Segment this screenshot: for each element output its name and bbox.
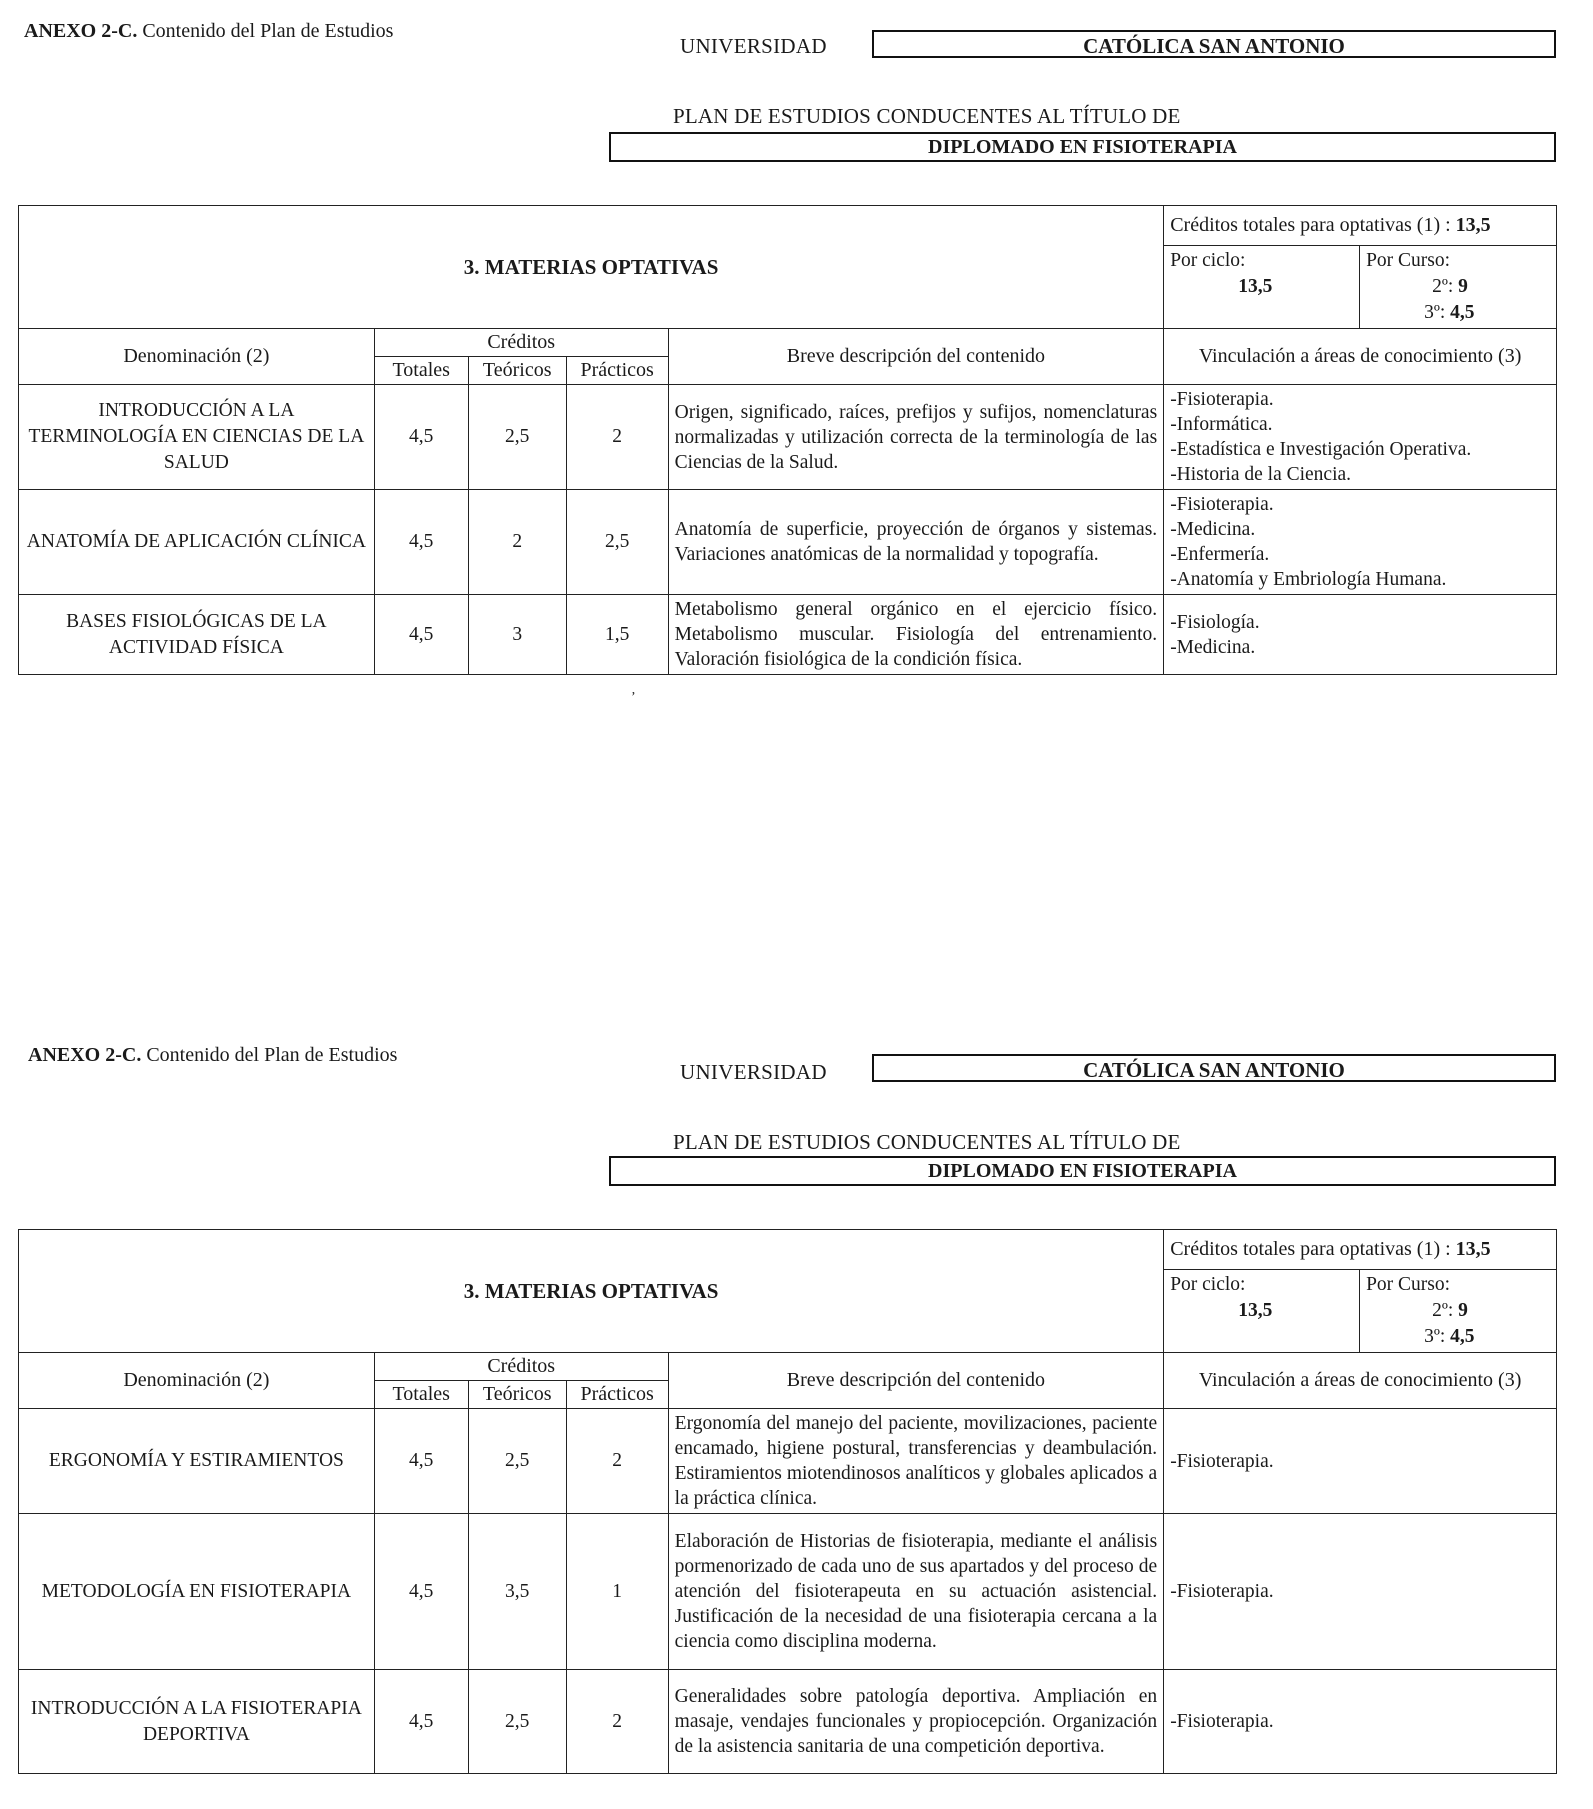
table-row <box>19 595 1557 675</box>
credits-practicos: 1 <box>566 1514 668 1670</box>
knowledge-areas: -Fisioterapia. -Medicina. -Enfermería. -Anatomía y Embriología Humana. <box>1164 490 1557 595</box>
por-ciclo-cell: Por ciclo: 13,5 <box>1164 1270 1360 1353</box>
knowledge-areas: -Fisioterapia. <box>1164 1409 1557 1514</box>
knowledge-areas: -Fisiología. -Medicina. <box>1164 595 1557 675</box>
optional-subjects-table <box>18 205 1557 675</box>
knowledge-areas: -Fisioterapia. <box>1164 1514 1557 1670</box>
credits-teoricos: 3,5 <box>468 1514 566 1670</box>
credits-teoricos: 3 <box>468 595 566 675</box>
subject-name: INTRODUCCIÓN A LA FISIOTERAPIA DEPORTIVA <box>19 1670 375 1774</box>
subject-name: BASES FISIOLÓGICAS DE LA ACTIVIDAD FÍSICA <box>19 595 375 675</box>
university-label: UNIVERSIDAD <box>680 1060 827 1084</box>
subject-description: Anatomía de superficie, proyección de órganos y sistemas. Variaciones anatómicas de la normalidad y topografía. <box>668 490 1164 595</box>
credits-practicos: 2 <box>566 1409 668 1514</box>
credits-teoricos: 2,5 <box>468 385 566 490</box>
header-descripcion: Breve descripción del contenido <box>668 1353 1164 1409</box>
plan-label: PLAN DE ESTUDIOS CONDUCENTES AL TÍTULO DE <box>673 1130 1181 1154</box>
header-totales: Totales <box>374 1381 468 1409</box>
credits-totales: 4,5 <box>374 385 468 490</box>
university-label: UNIVERSIDAD <box>680 34 827 58</box>
credits-totales: 4,5 <box>374 1514 468 1670</box>
document-page-1 <box>0 0 1593 900</box>
subject-description: Metabolismo general orgánico en el ejercicio físico. Metabolismo muscular. Fisiología del entrenamiento. Valoración fisiológica de la condición física. <box>668 595 1164 675</box>
subject-description: Elaboración de Historias de fisioterapia, mediante el análisis pormenorizado de cada uno de sus apartados y del proceso de atención del fisioterapeuta en su actuación asistencial. Justificación de la necesidad de una fisioterapia cercana a la ciencia como disciplina moderna. <box>668 1514 1164 1670</box>
header-vinculacion: Vinculación a áreas de conocimiento (3) <box>1164 329 1557 385</box>
knowledge-areas: -Fisioterapia. -Informática. -Estadística e Investigación Operativa. -Historia de la Ciencia. <box>1164 385 1557 490</box>
header-creditos: Créditos <box>374 1353 668 1381</box>
credits-practicos: 2 <box>566 1670 668 1774</box>
credits-totales: 4,5 <box>374 595 468 675</box>
document-page-2 <box>0 1024 1593 1809</box>
credits-teoricos: 2,5 <box>468 1670 566 1774</box>
credits-teoricos: 2,5 <box>468 1409 566 1514</box>
por-curso-cell: Por Curso: 2º: 9 3º: 4,5 <box>1360 246 1557 329</box>
header-denominacion: Denominación (2) <box>19 1353 375 1409</box>
credits-totales: 4,5 <box>374 1409 468 1514</box>
credits-totales: 4,5 <box>374 1670 468 1774</box>
annex-heading: ANEXO 2-C. Contenido del Plan de Estudios <box>28 1044 398 1066</box>
credits-practicos: 2 <box>566 385 668 490</box>
credits-totales: 4,5 <box>374 490 468 595</box>
subject-description: Ergonomía del manejo del paciente, movilizaciones, paciente encamado, higiene postural, transferencias y deambulación. Estiramientos miotendinosos analíticos y globales aplicados a la práctica clínica. <box>668 1409 1164 1514</box>
scan-speck: ʼ <box>631 690 636 705</box>
section-title: 3. MATERIAS OPTATIVAS <box>19 206 1164 329</box>
subject-name: INTRODUCCIÓN A LA TERMINOLOGÍA EN CIENCIAS DE LA SALUD <box>19 385 375 490</box>
header-practicos: Prácticos <box>566 1381 668 1409</box>
total-credits-cell: Créditos totales para optativas (1) : 13,5 <box>1164 1230 1557 1270</box>
table-row <box>19 1514 1557 1670</box>
por-curso-cell: Por Curso: 2º: 9 3º: 4,5 <box>1360 1270 1557 1353</box>
university-name-box: CATÓLICA SAN ANTONIO <box>872 30 1556 58</box>
credits-practicos: 1,5 <box>566 595 668 675</box>
degree-title-box: DIPLOMADO EN FISIOTERAPIA <box>609 132 1556 162</box>
credits-practicos: 2,5 <box>566 490 668 595</box>
total-credits-cell: Créditos totales para optativas (1) : 13,5 <box>1164 206 1557 246</box>
degree-title-box: DIPLOMADO EN FISIOTERAPIA <box>609 1156 1556 1186</box>
subject-description: Origen, significado, raíces, prefijos y sufijos, nomenclaturas normalizadas y utilización correcta de la terminología de las Ciencias de la Salud. <box>668 385 1164 490</box>
table-row <box>19 1670 1557 1774</box>
header-teoricos: Teóricos <box>468 357 566 385</box>
header-descripcion: Breve descripción del contenido <box>668 329 1164 385</box>
header-creditos: Créditos <box>374 329 668 357</box>
credits-teoricos: 2 <box>468 490 566 595</box>
table-row <box>19 385 1557 490</box>
header-practicos: Prácticos <box>566 357 668 385</box>
header-vinculacion: Vinculación a áreas de conocimiento (3) <box>1164 1353 1557 1409</box>
por-ciclo-cell: Por ciclo: 13,5 <box>1164 246 1360 329</box>
knowledge-areas: -Fisioterapia. <box>1164 1670 1557 1774</box>
subject-name: METODOLOGÍA EN FISIOTERAPIA <box>19 1514 375 1670</box>
university-name-box: CATÓLICA SAN ANTONIO <box>872 1054 1556 1082</box>
header-totales: Totales <box>374 357 468 385</box>
subject-name: ERGONOMÍA Y ESTIRAMIENTOS <box>19 1409 375 1514</box>
header-teoricos: Teóricos <box>468 1381 566 1409</box>
plan-label: PLAN DE ESTUDIOS CONDUCENTES AL TÍTULO DE <box>673 104 1181 128</box>
subject-name: ANATOMÍA DE APLICACIÓN CLÍNICA <box>19 490 375 595</box>
annex-heading: ANEXO 2-C. Contenido del Plan de Estudios <box>24 20 394 42</box>
optional-subjects-table <box>18 1229 1557 1774</box>
table-row <box>19 490 1557 595</box>
section-title: 3. MATERIAS OPTATIVAS <box>19 1230 1164 1353</box>
header-denominacion: Denominación (2) <box>19 329 375 385</box>
table-row <box>19 1409 1557 1514</box>
subject-description: Generalidades sobre patología deportiva. Ampliación en masaje, vendajes funcionales y propiocepción. Organización de la asistencia sanitaria de una competición deportiva. <box>668 1670 1164 1774</box>
